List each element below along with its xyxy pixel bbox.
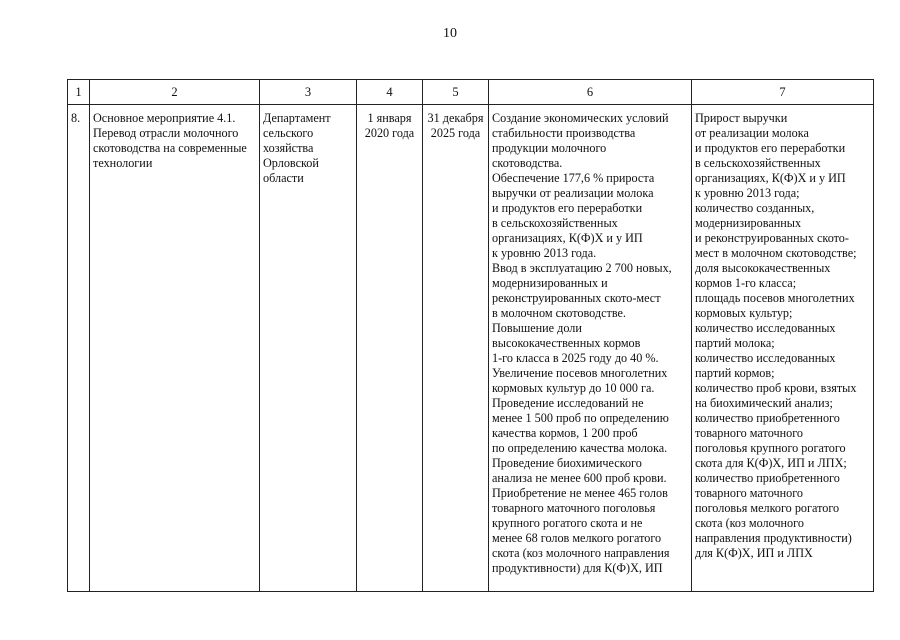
- indicator-lines: [695, 111, 870, 561]
- indicator-line: кормов 1-го класса;: [695, 276, 797, 290]
- end-date: 31 декабря 2025 года: [423, 105, 489, 592]
- result-line: Приобретение не менее 465 голов: [492, 486, 668, 500]
- indicator-line: товарного маточного: [695, 486, 804, 500]
- result-line: товарного маточного поголовья: [492, 501, 656, 515]
- result-line: качества кормов, 1 200 проб: [492, 426, 638, 440]
- header-cell-6: 6: [489, 80, 692, 105]
- result-line: Повышение доли: [492, 321, 582, 335]
- indicator-line: скота (коз молочного: [695, 516, 804, 530]
- indicator-line: в сельскохозяйственных: [695, 156, 821, 170]
- table-row: [68, 105, 874, 592]
- table-header-row: [68, 80, 874, 105]
- result-line: кормовых культур до 10 000 га.: [492, 381, 655, 395]
- indicator-line: Прирост выручки: [695, 111, 788, 125]
- indicator-line: партий молока;: [695, 336, 775, 350]
- header-cell-5: 5: [423, 80, 489, 105]
- result-line: и продуктов его переработки: [492, 201, 643, 215]
- indicator-line: партий кормов;: [695, 366, 775, 380]
- result-line: по определению качества молока.: [492, 441, 668, 455]
- result-line: скота (коз молочного направления: [492, 546, 670, 560]
- indicator-line: поголовья мелкого рогатого: [695, 501, 840, 515]
- result-line: организациях, К(Ф)Х и у ИП: [492, 231, 643, 245]
- indicator-line: к уровню 2013 года;: [695, 186, 800, 200]
- indicator-line: направления продуктивности): [695, 531, 852, 545]
- result-line: менее 1 500 проб по определению: [492, 411, 669, 425]
- indicator-line: количество созданных,: [695, 201, 815, 215]
- indicator-line: количество исследованных: [695, 321, 836, 335]
- result-line: продукции молочного: [492, 141, 607, 155]
- indicator-line: количество исследованных: [695, 351, 836, 365]
- indicator-line: поголовья крупного рогатого: [695, 441, 846, 455]
- result-line: в молочном скотоводстве.: [492, 306, 626, 320]
- result-line: продуктивности) для К(Ф)Х, ИП: [492, 561, 663, 575]
- page-number: 10: [443, 26, 457, 41]
- result-line: высококачественных кормов: [492, 336, 641, 350]
- expected-result: [489, 105, 692, 592]
- result-line: Проведение биохимического: [492, 456, 642, 470]
- result-line: реконструированных ското-мест: [492, 291, 661, 305]
- indicator-line: кормовых культур;: [695, 306, 793, 320]
- indicator-line: доля высококачественных: [695, 261, 831, 275]
- indicator-line: модернизированных: [695, 216, 802, 230]
- result-line: Ввод в эксплуатацию 2 700 новых,: [492, 261, 672, 275]
- expected-result-lines: [492, 111, 688, 576]
- header-cell-4: 4: [357, 80, 423, 105]
- header-cell-1: 1: [68, 80, 90, 105]
- result-line: выручки от реализации молока: [492, 186, 654, 200]
- header-cell-7: 7: [692, 80, 874, 105]
- indicator-line: количество приобретенного: [695, 471, 840, 485]
- indicator-line: мест в молочном скотоводстве;: [695, 246, 857, 260]
- result-line: Увеличение посевов многолетних: [492, 366, 668, 380]
- result-line: модернизированных и: [492, 276, 608, 290]
- indicator-line: на биохимический анализ;: [695, 396, 833, 410]
- indicator-line: организациях, К(Ф)Х и у ИП: [695, 171, 846, 185]
- indicator-line: товарного маточного: [695, 426, 804, 440]
- header-cell-3: 3: [260, 80, 357, 105]
- indicators: [692, 105, 874, 592]
- result-line: менее 68 голов мелкого рогатого: [492, 531, 662, 545]
- indicator-line: для К(Ф)Х, ИП и ЛПХ: [695, 546, 813, 560]
- result-line: анализа не менее 600 проб крови.: [492, 471, 667, 485]
- indicator-line: от реализации молока: [695, 126, 809, 140]
- result-line: Проведение исследований не: [492, 396, 644, 410]
- result-line: Создание экономических условий: [492, 111, 669, 125]
- indicator-line: и продуктов его переработки: [695, 141, 846, 155]
- indicator-line: и реконструированных ското-: [695, 231, 849, 245]
- header-cell-2: 2: [90, 80, 260, 105]
- result-line: Обеспечение 177,6 % прироста: [492, 171, 655, 185]
- event-name: Основное мероприятие 4.1. Перевод отрасли молочного скотоводства на современные технологии: [90, 105, 260, 592]
- indicator-line: количество проб крови, взятых: [695, 381, 857, 395]
- result-line: стабильности производства: [492, 126, 636, 140]
- measures-table: [67, 79, 874, 592]
- result-line: скотоводства.: [492, 156, 563, 170]
- result-line: в сельскохозяйственных: [492, 216, 618, 230]
- indicator-line: количество приобретенного: [695, 411, 840, 425]
- result-line: крупного рогатого скота и не: [492, 516, 643, 530]
- indicator-line: скота для К(Ф)Х, ИП и ЛПХ;: [695, 456, 847, 470]
- indicator-line: площадь посевов многолетних: [695, 291, 855, 305]
- executor: Департамент сельского хозяйства Орловской области: [260, 105, 357, 592]
- result-line: к уровню 2013 года.: [492, 246, 597, 260]
- row-number: 8.: [68, 105, 90, 592]
- result-line: 1-го класса в 2025 году до 40 %.: [492, 351, 659, 365]
- start-date: 1 января 2020 года: [357, 105, 423, 592]
